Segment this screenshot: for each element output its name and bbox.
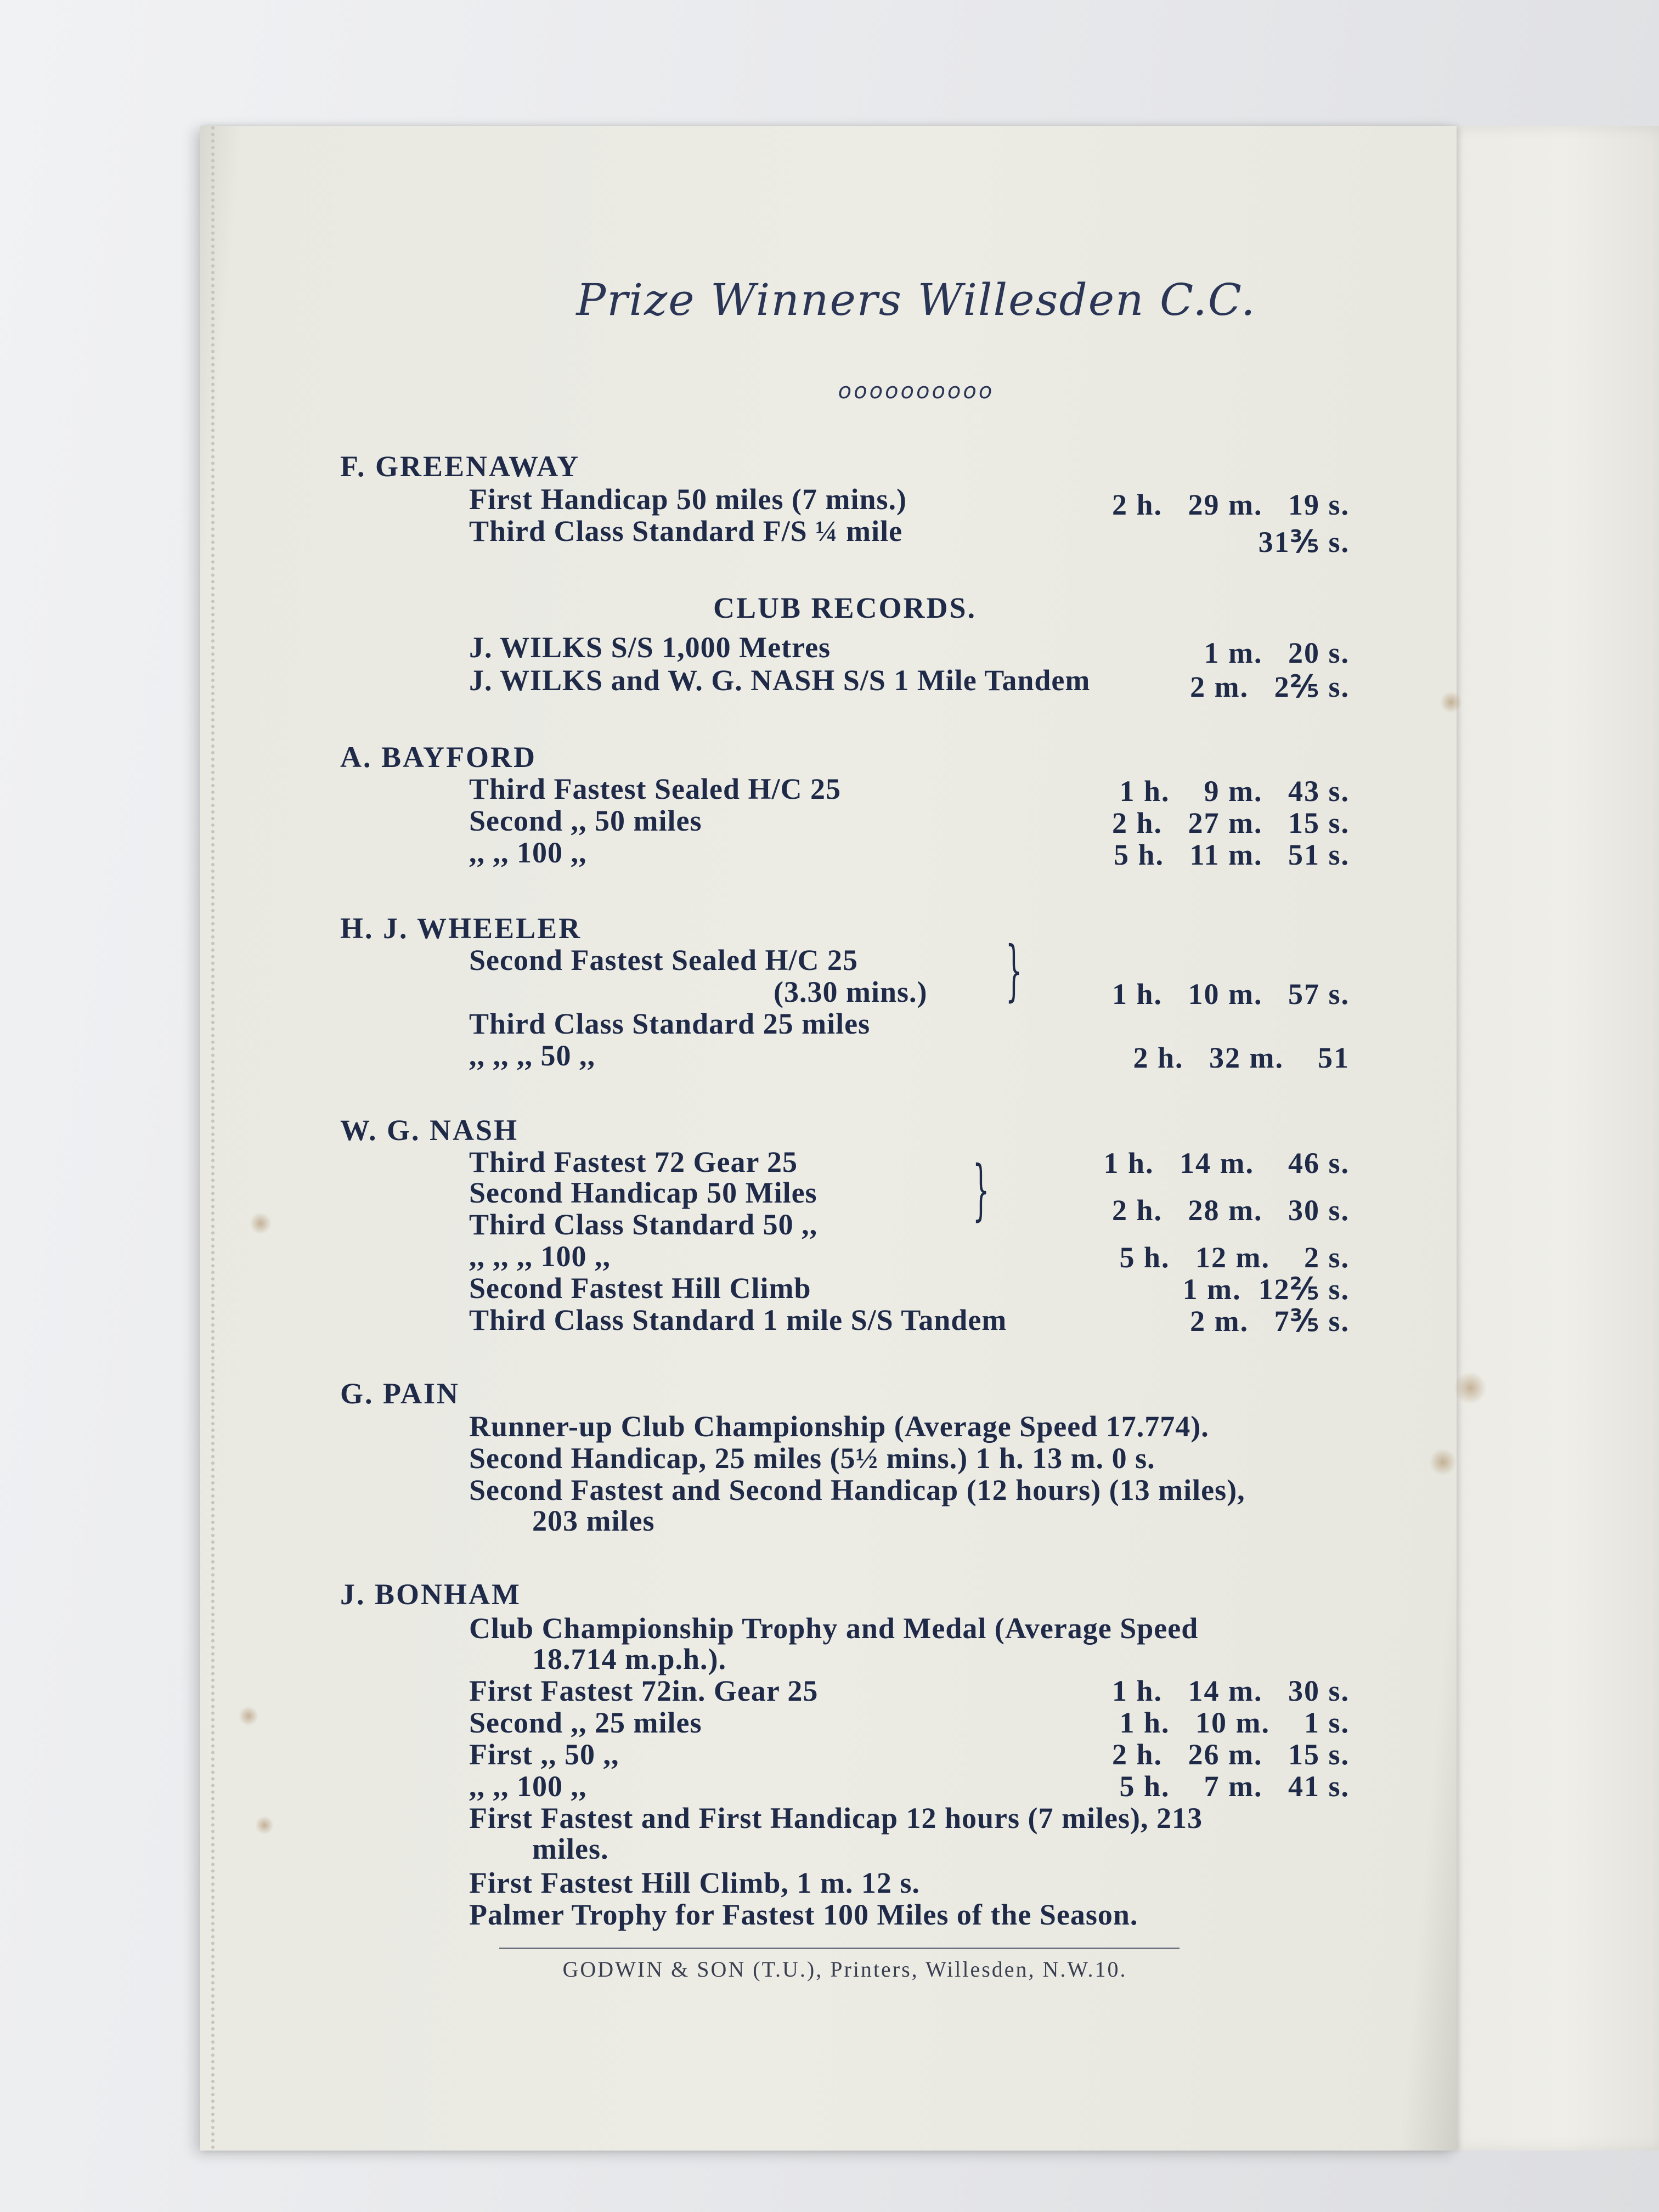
foxing-spot [255, 1816, 274, 1835]
prize-description: Second Fastest Hill Climb [469, 1272, 811, 1305]
prize-description: Second Handicap 50 Miles [469, 1176, 817, 1209]
prize-description: First ,, 50 ,, [469, 1738, 619, 1771]
page-title: Prize Winners Willesden C.C. [576, 274, 1256, 325]
winner-name: F. GREENAWAY [340, 450, 580, 483]
brace: } [972, 1152, 990, 1228]
prize-description: Third Class Standard F/S ¼ mile [469, 515, 903, 548]
record-time: 1 m. 20 s. [1204, 636, 1350, 669]
foxing-spot [239, 1706, 258, 1726]
prize-description: ,, ,, ,, 100 ,, [469, 1240, 611, 1273]
winner-name: H. J. WHEELER [340, 912, 582, 945]
prize-description: Third Class Standard 1 mile S/S Tandem [469, 1304, 1007, 1336]
foxing-spot [250, 1212, 272, 1234]
prize-description: 203 miles [532, 1504, 655, 1537]
prize-description: Runner-up Club Championship (Average Speed 17.774). [469, 1410, 1209, 1443]
foxing-spot [1440, 691, 1462, 713]
prize-description: First Fastest Hill Climb, 1 m. 12 s. [469, 1866, 920, 1899]
prize-time: 1 m. 12⅖ s. [1182, 1273, 1350, 1306]
record-description: J. WILKS S/S 1,000 Metres [469, 631, 831, 664]
prize-time: 5 h. 12 m. 2 s. [1119, 1241, 1350, 1274]
foxing-spot [1429, 1448, 1457, 1476]
record-time: 2 m. 2⅖ s. [1190, 670, 1350, 703]
prize-time: 1 h. 14 m. 46 s. [1103, 1147, 1350, 1180]
prize-description: ,, ,, ,, 50 ,, [469, 1039, 595, 1072]
prize-description: Third Fastest 72 Gear 25 [469, 1146, 798, 1178]
prize-description: miles. [532, 1832, 609, 1865]
prize-description: First Fastest 72in. Gear 25 [469, 1674, 819, 1707]
prize-description: Third Class Standard 50 ,, [469, 1208, 818, 1241]
prize-time: 2 h. 27 m. 15 s. [1111, 806, 1350, 839]
prize-description: First Fastest and First Handicap 12 hours (7 miles), 213 [469, 1802, 1203, 1835]
facing-page [1426, 126, 1659, 2151]
foxing-spot [1454, 1372, 1487, 1404]
prize-description: First Handicap 50 miles (7 mins.) [469, 483, 907, 516]
winner-name: J. BONHAM [340, 1578, 521, 1611]
winner-name: G. PAIN [340, 1377, 460, 1410]
prize-description: Second ,, 50 miles [469, 804, 702, 837]
brace: } [1005, 933, 1023, 1009]
prize-time: 2 h. 26 m. 15 s. [1111, 1738, 1350, 1771]
prize-time: 2 m. 7⅗ s. [1190, 1305, 1350, 1338]
prize-time: 2 h. 32 m. 51 [1133, 1041, 1350, 1074]
prize-description: Club Championship Trophy and Medal (Average Speed [469, 1612, 1199, 1645]
prize-time: 2 h. 29 m. 19 s. [1111, 488, 1350, 521]
prize-description: 18.714 m.p.h.). [532, 1643, 727, 1675]
prize-description: Second Handicap, 25 miles (5½ mins.) 1 h. 13 m. 0 s. [469, 1442, 1155, 1475]
prize-time: 31⅗ s. [1258, 526, 1350, 558]
prize-time: 1 h. 14 m. 30 s. [1111, 1674, 1350, 1707]
section-heading: CLUB RECORDS. [713, 591, 977, 624]
record-description: J. WILKS and W. G. NASH S/S 1 Mile Tandem [469, 664, 1091, 697]
prize-description: Second ,, 25 miles [469, 1706, 702, 1739]
prize-description: (3.30 mins.) [774, 975, 928, 1008]
prize-description: Third Fastest Sealed H/C 25 [469, 772, 842, 805]
prize-time: 1 h. 10 m. 1 s. [1119, 1706, 1350, 1739]
winner-name: A. BAYFORD [340, 741, 537, 774]
winner-name: W. G. NASH [340, 1114, 519, 1147]
prize-description: Second Fastest and Second Handicap (12 hours) (13 miles), [469, 1474, 1245, 1506]
prize-description: ,, ,, 100 ,, [469, 1770, 587, 1803]
footer-rule [499, 1948, 1180, 1949]
prize-description: ,, ,, 100 ,, [469, 836, 587, 869]
prize-description: Third Class Standard 25 miles [469, 1007, 871, 1040]
prize-time: 1 h. 10 m. 57 s. [1111, 978, 1350, 1011]
prize-time: 5 h. 7 m. 41 s. [1119, 1770, 1350, 1803]
prize-description: Second Fastest Sealed H/C 25 [469, 944, 858, 977]
decorative-divider: oooooooooo [838, 379, 995, 404]
prize-time: 5 h. 11 m. 51 s. [1113, 838, 1350, 871]
printer-credit: GODWIN & SON (T.U.), Printers, Willesden, N.W.10. [562, 1957, 1127, 1982]
prize-time: 2 h. 28 m. 30 s. [1111, 1194, 1350, 1227]
prize-time: 1 h. 9 m. 43 s. [1119, 775, 1350, 808]
prize-description: Palmer Trophy for Fastest 100 Miles of the Season. [469, 1898, 1138, 1931]
